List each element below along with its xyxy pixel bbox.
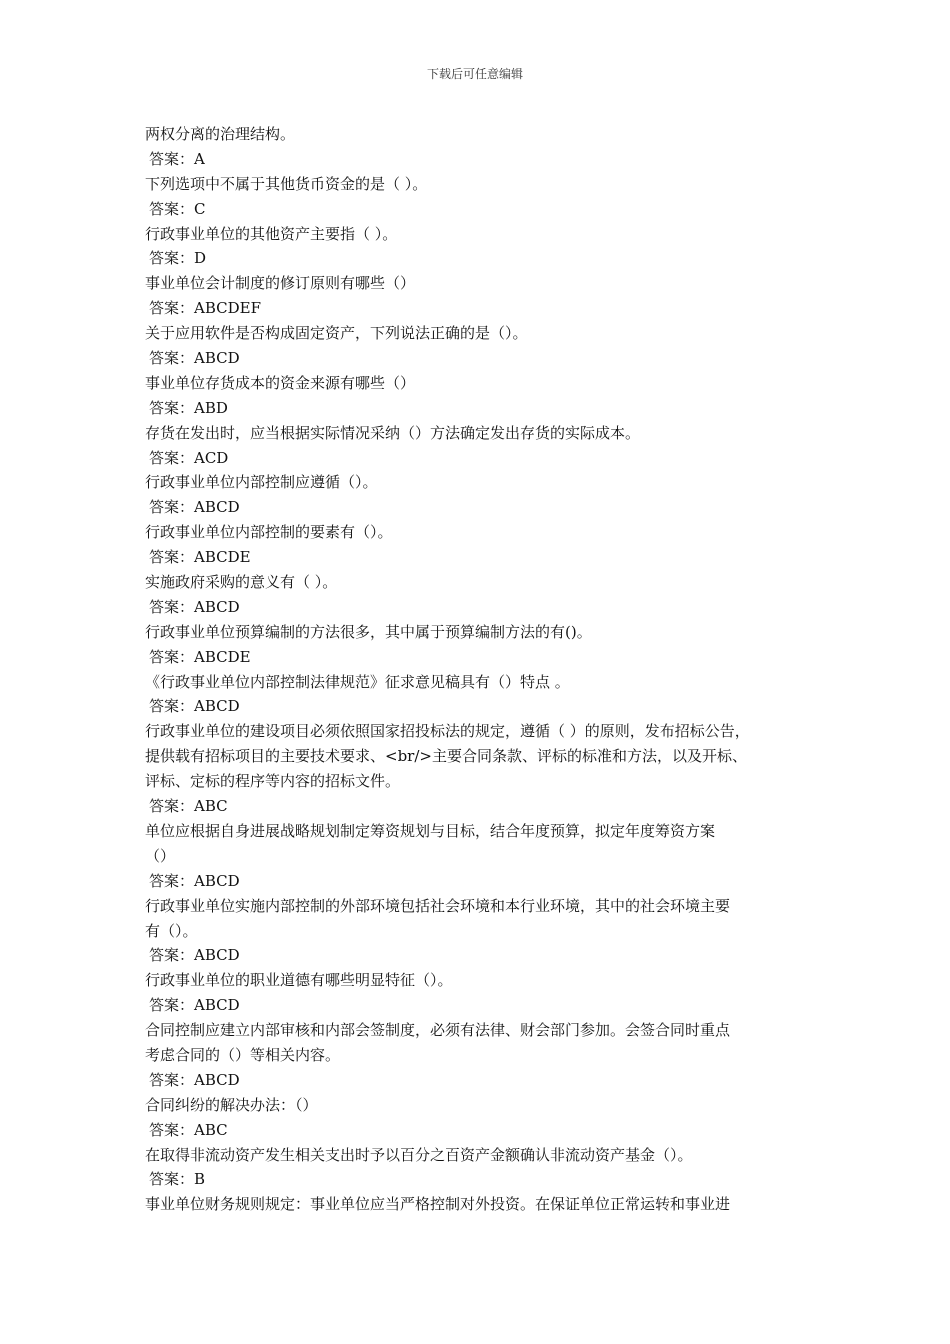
answer-text: 答案：ABCD	[149, 697, 240, 716]
document-body	[145, 122, 820, 1217]
question-text: 合同控制应建立内部审核和内部会签制度，必须有法律、财会部门参加。会签合同时重点	[145, 1021, 731, 1040]
question-text: 两权分离的治理结构。	[145, 125, 296, 143]
question-text: 在取得非流动资产发生相关支出时予以百分之百资产金额确认非流动资产基金（）。	[145, 1145, 693, 1164]
answer-text: 答案：ACD	[149, 448, 229, 467]
question-text: 事业单位存货成本的资金来源有哪些（）	[145, 373, 416, 392]
question-text: 下列选项中不属于其他货币资金的是（ ）。	[145, 174, 428, 193]
answer-text: 答案：A	[149, 149, 205, 168]
answer-text: 答案：ABCD	[149, 946, 240, 965]
answer-text: 答案：ABC	[149, 1120, 228, 1139]
question-text: 行政事业单位内部控制应遵循（）。	[145, 473, 378, 492]
answer-text: 答案：ABCD	[149, 597, 240, 616]
answer-text: 答案：D	[149, 249, 207, 268]
question-text: 行政事业单位预算编制的方法很多，其中属于预算编制方法的有()。	[145, 622, 592, 641]
answer-text: 答案：ABCD	[149, 996, 240, 1015]
question-text: 行政事业单位实施内部控制的外部环境包括社会环境和本行业环境，其中的社会环境主要	[145, 896, 731, 915]
question-text: 关于应用软件是否构成固定资产，下列说法正确的是（）。	[145, 324, 528, 343]
question-text: 合同纠纷的解决办法：（）	[145, 1095, 318, 1114]
question-text: （）	[145, 846, 176, 865]
question-text: 行政事业单位的建设项目必须依照国家招投标法的规定，遵循（ ）的原则，发布招标公告，	[145, 722, 750, 741]
answer-text: 答案：ABCD	[149, 349, 240, 368]
question-text: 行政事业单位的职业道德有哪些明显特征（）。	[145, 971, 453, 990]
answer-text: 答案：ABCDE	[149, 548, 251, 567]
answer-text: 答案：ABCD	[149, 498, 240, 517]
question-text: 有（）。	[145, 921, 198, 940]
answer-text: 答案：B	[149, 1170, 206, 1189]
answer-text: 答案：ABD	[149, 398, 228, 417]
question-text: 《行政事业单位内部控制法律规范》征求意见稿具有（）特点 。	[145, 672, 570, 691]
question-text: 实施政府采购的意义有（ ）。	[145, 573, 338, 592]
question-text: 评标、定标的程序等内容的招标文件。	[145, 772, 401, 791]
question-text: 考虑合同的（）等相关内容。	[145, 1045, 341, 1064]
answer-text: 答案：ABCD	[149, 871, 240, 890]
question-text: 存货在发出时，应当根据实际情况采纳（）方法确定发出存货的实际成本。	[145, 423, 641, 442]
question-text: 提供载有招标项目的主要技术要求、<br/>主要合同条款、评标的标准和方法，以及开标、	[145, 747, 747, 766]
question-text: 事业单位会计制度的修订原则有哪些（）	[145, 274, 416, 293]
question-text: 单位应根据自身进展战略规划制定筹资规划与目标，结合年度预算，拟定年度筹资方案	[145, 821, 716, 840]
answer-text: 答案：ABCDEF	[149, 299, 261, 318]
question-text: 行政事业单位内部控制的要素有（）。	[145, 523, 393, 542]
answer-text: 答案：ABCDE	[149, 647, 251, 666]
answer-text: 答案：C	[149, 199, 206, 218]
question-text: 事业单位财务规则规定：事业单位应当严格控制对外投资。在保证单位正常运转和事业进	[145, 1195, 731, 1214]
page-header: 下载后可任意编辑	[426, 67, 523, 81]
answer-text: 答案：ABCD	[149, 1070, 240, 1089]
question-text: 行政事业单位的其他资产主要指（ ）。	[145, 224, 398, 243]
answer-text: 答案：ABC	[149, 797, 228, 816]
